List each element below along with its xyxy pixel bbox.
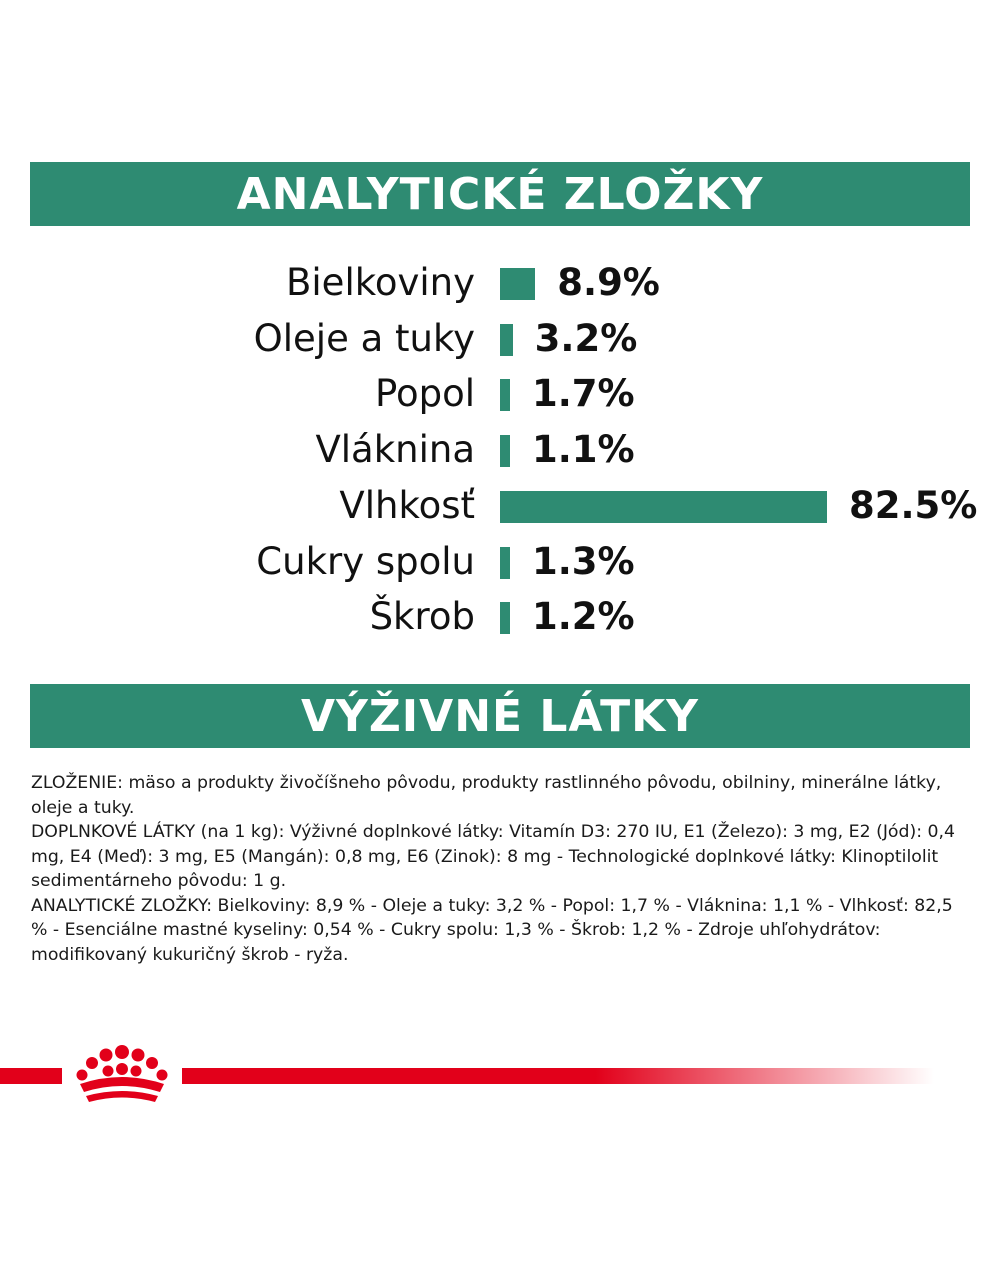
nutrients-section-title [30, 684, 970, 748]
composition-additives: DOPLNKOVÉ LÁTKY (na 1 kg): Výživné doplnkové látky: Vitamín D3: 270 IU, E1 (Železo): 3 mg, E2 (Jód): 0,4 mg, E4 (Meď): 3 mg, E5 (Mangán): 0,8 mg, E6 (Zinok): 8 mg - Technologické doplnkové látky: Klinoptilolit sedimentárneho pôvodu: 1 g. [31, 822, 955, 891]
chart-category-label: Oleje a tuky [253, 316, 475, 360]
chart-row [0, 425, 1000, 475]
nutrients-section-title-text: VÝŽIVNÉ LÁTKY [300, 690, 700, 742]
chart-row [0, 314, 1000, 364]
chart-category-label: Škrob [369, 595, 475, 639]
chart-category-label: Bielkoviny [286, 261, 475, 304]
composition-text [31, 771, 966, 967]
chart-category-label: Popol [374, 372, 475, 416]
chart-bar [500, 324, 513, 356]
chart-row [0, 537, 1000, 587]
chart-row [0, 258, 1000, 308]
chart-category-label: Vláknina [315, 428, 475, 472]
chart-bar [500, 547, 510, 579]
chart-category-label: Cukry spolu [256, 539, 475, 583]
chart-bar [500, 268, 535, 300]
chart-value-label: 3.2% [534, 316, 638, 360]
chart-bar [500, 435, 510, 467]
analytic-section-title [30, 162, 970, 226]
chart-value-label: 1.2% [532, 595, 635, 639]
chart-value-label: 1.7% [532, 372, 635, 416]
composition-analytic: ANALYTICKÉ ZLOŽKY: Bielkoviny: 8,9 % - Oleje a tuky: 3,2 % - Popol: 1,7 % - Vláknina: 1,1 % - Vlhkosť: 82,5 % - Esenciálne mastné kyseliny: 0,54 % - Cukry spolu: 1,3 % - Škrob: 1,2 % - Zdroje uhľohydrátov: modifikovaný kukuričný škrob - ryža. [31, 895, 953, 965]
chart-value-label: 82.5% [849, 483, 978, 527]
analytic-section-title-text: ANALYTICKÉ ZLOŽKY [236, 168, 764, 220]
chart-category-label: Vlhkosť [339, 483, 475, 527]
chart-bar [500, 602, 510, 634]
footer-red-line-left [0, 1068, 62, 1084]
chart-bar [500, 379, 510, 411]
chart-value-label: 1.1% [532, 428, 635, 472]
chart-row [0, 369, 1000, 419]
analytic-bar-chart [0, 258, 1000, 648]
chart-row [0, 592, 1000, 642]
crown-icon [70, 1040, 174, 1106]
chart-row [0, 481, 1000, 531]
chart-value-label: 1.3% [532, 539, 635, 583]
composition-ingredients: ZLOŽENIE: mäso a produkty živočíšneho pôvodu, produkty rastlinného pôvodu, obilniny, minerálne látky, oleje a tuky. [31, 773, 942, 818]
chart-value-label: 8.9% [557, 261, 660, 304]
chart-bar [500, 491, 827, 523]
footer-red-line-right [182, 1068, 934, 1084]
